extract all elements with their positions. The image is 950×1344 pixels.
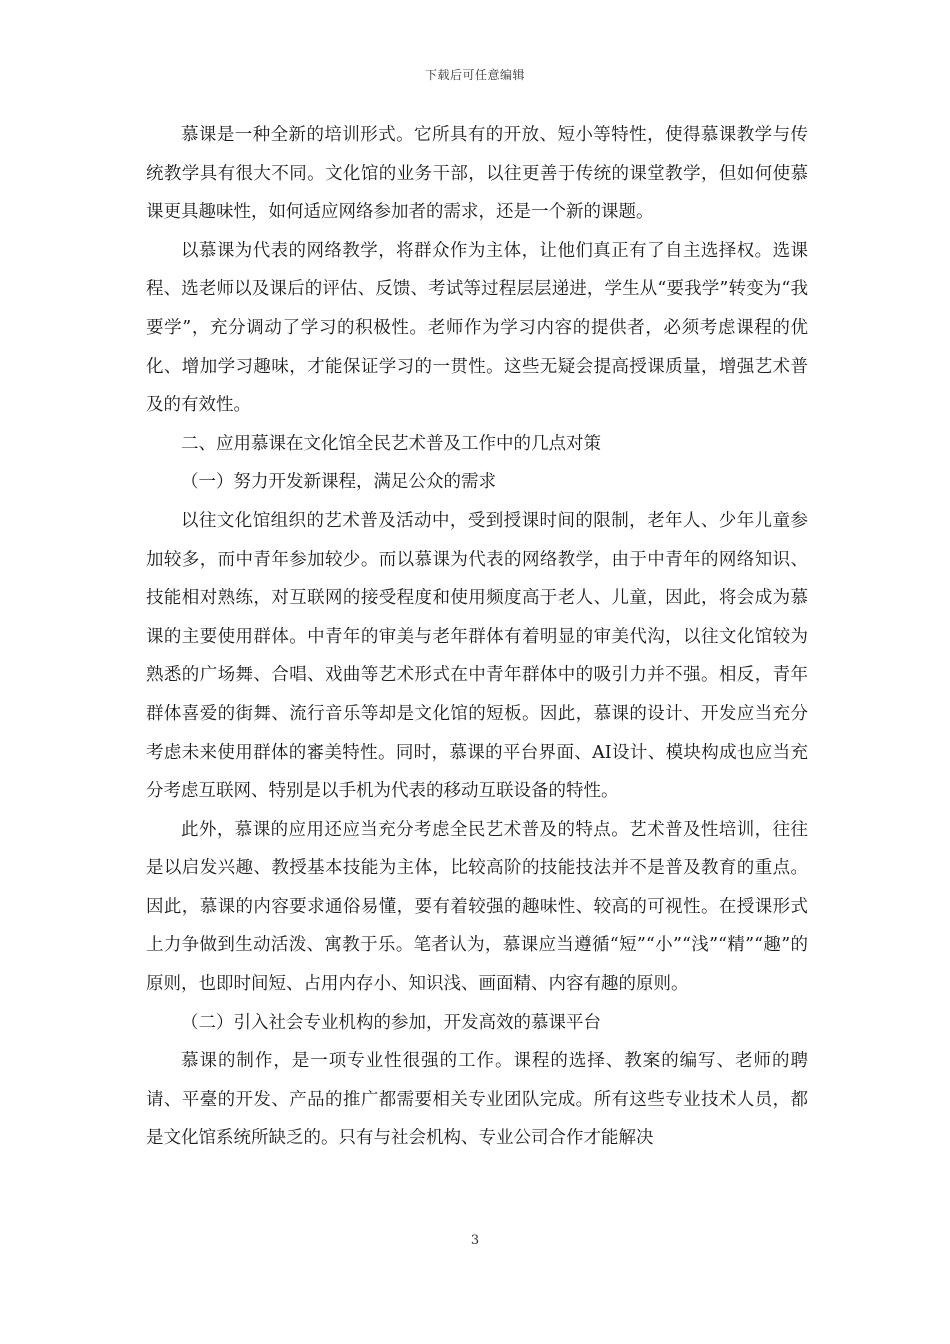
subsection-heading: （一）努力开发新课程，满足公众的需求 [181,472,496,493]
page-header: 下载后可任意编辑 [424,68,525,82]
paragraph: 慕课是一种全新的培训形式。它所具有的开放、短小等特性，使得慕课教学与传统教学具有很大不同。文化馆的业务干部，以往更善于传统的课堂教学，但如何使慕课更具趣味性，如何适应网络参加者的需求，还是一个新的课题。 [146,125,808,223]
paragraph: 以往文化馆组织的艺术普及活动中，受到授课时间的限制，老年人、少年儿童参加较多，而中青年参加较少。而以慕课为代表的网络教学，由于中青年的网络知识、技能相对熟练，对互联网的接受程度和使用频度高于老人、儿童，因此，将会成为慕课的主要使用群体。中青年的审美与老年群体有着明显的审美代沟，以往文化馆较为熟悉的广场舞、合唱、戏曲等艺术形式在中青年群体中的吸引力并不强。相反，青年群体喜爱的街舞、流行音乐等却是文化馆的短板。因此，慕课的设计、开发应当充分考虑未来使用群体的審美特性。同时，慕课的平台界面、AI设计、模块构成也应当充分考虑互联网、特别是以手机为代表的移动互联设备的特性。 [146,510,808,802]
paragraph: 以慕课为代表的网络教学，将群众作为主体，让他们真正有了自主选择权。选课程、选老师以及课后的评估、反馈、考试等过程层层递进，学生从“要我学”转变为“我要学”，充分调动了学习的积极性。老师作为学习内容的提供者，必须考虑课程的优化、增加学习趣味，才能保证学习的一贯性。这些无疑会提高授课质量，增强艺术普及的有效性。 [146,240,808,416]
subsection-heading: （二）引入社会专业机构的参加，开发高效的慕课平台 [181,1012,601,1033]
paragraph: 此外，慕课的应用还应当充分考虑全民艺术普及的特点。艺术普及性培训，往往是以启发兴趣、教授基本技能为主体，比较高阶的技能技法并不是普及教育的重点。因此，慕课的内容要求通俗易懂，要有着较强的趣味性、较高的可视性。在授课形式上力争做到生动活泼、寓教于乐。笔者认为，慕课应当遵循“短”“小”“浅”“精”“趣”的原则，也即时间短、占用内存小、知识浅、画面精、内容有趣的原则。 [146,819,808,995]
document-body [146,116,808,1158]
page-number: 3 [470,1233,480,1248]
section-heading: 二、应用慕课在文化馆全民艺术普及工作中的几点对策 [181,433,601,454]
paragraph: 慕课的制作，是一项专业性很强的工作。课程的选择、教案的编写、老师的聘请、平臺的开发、产品的推广都需要相关专业团队完成。所有这些专业技术人员，都是文化馆系统所缺乏的。只有与社会机构、专业公司合作才能解决 [146,1051,808,1149]
